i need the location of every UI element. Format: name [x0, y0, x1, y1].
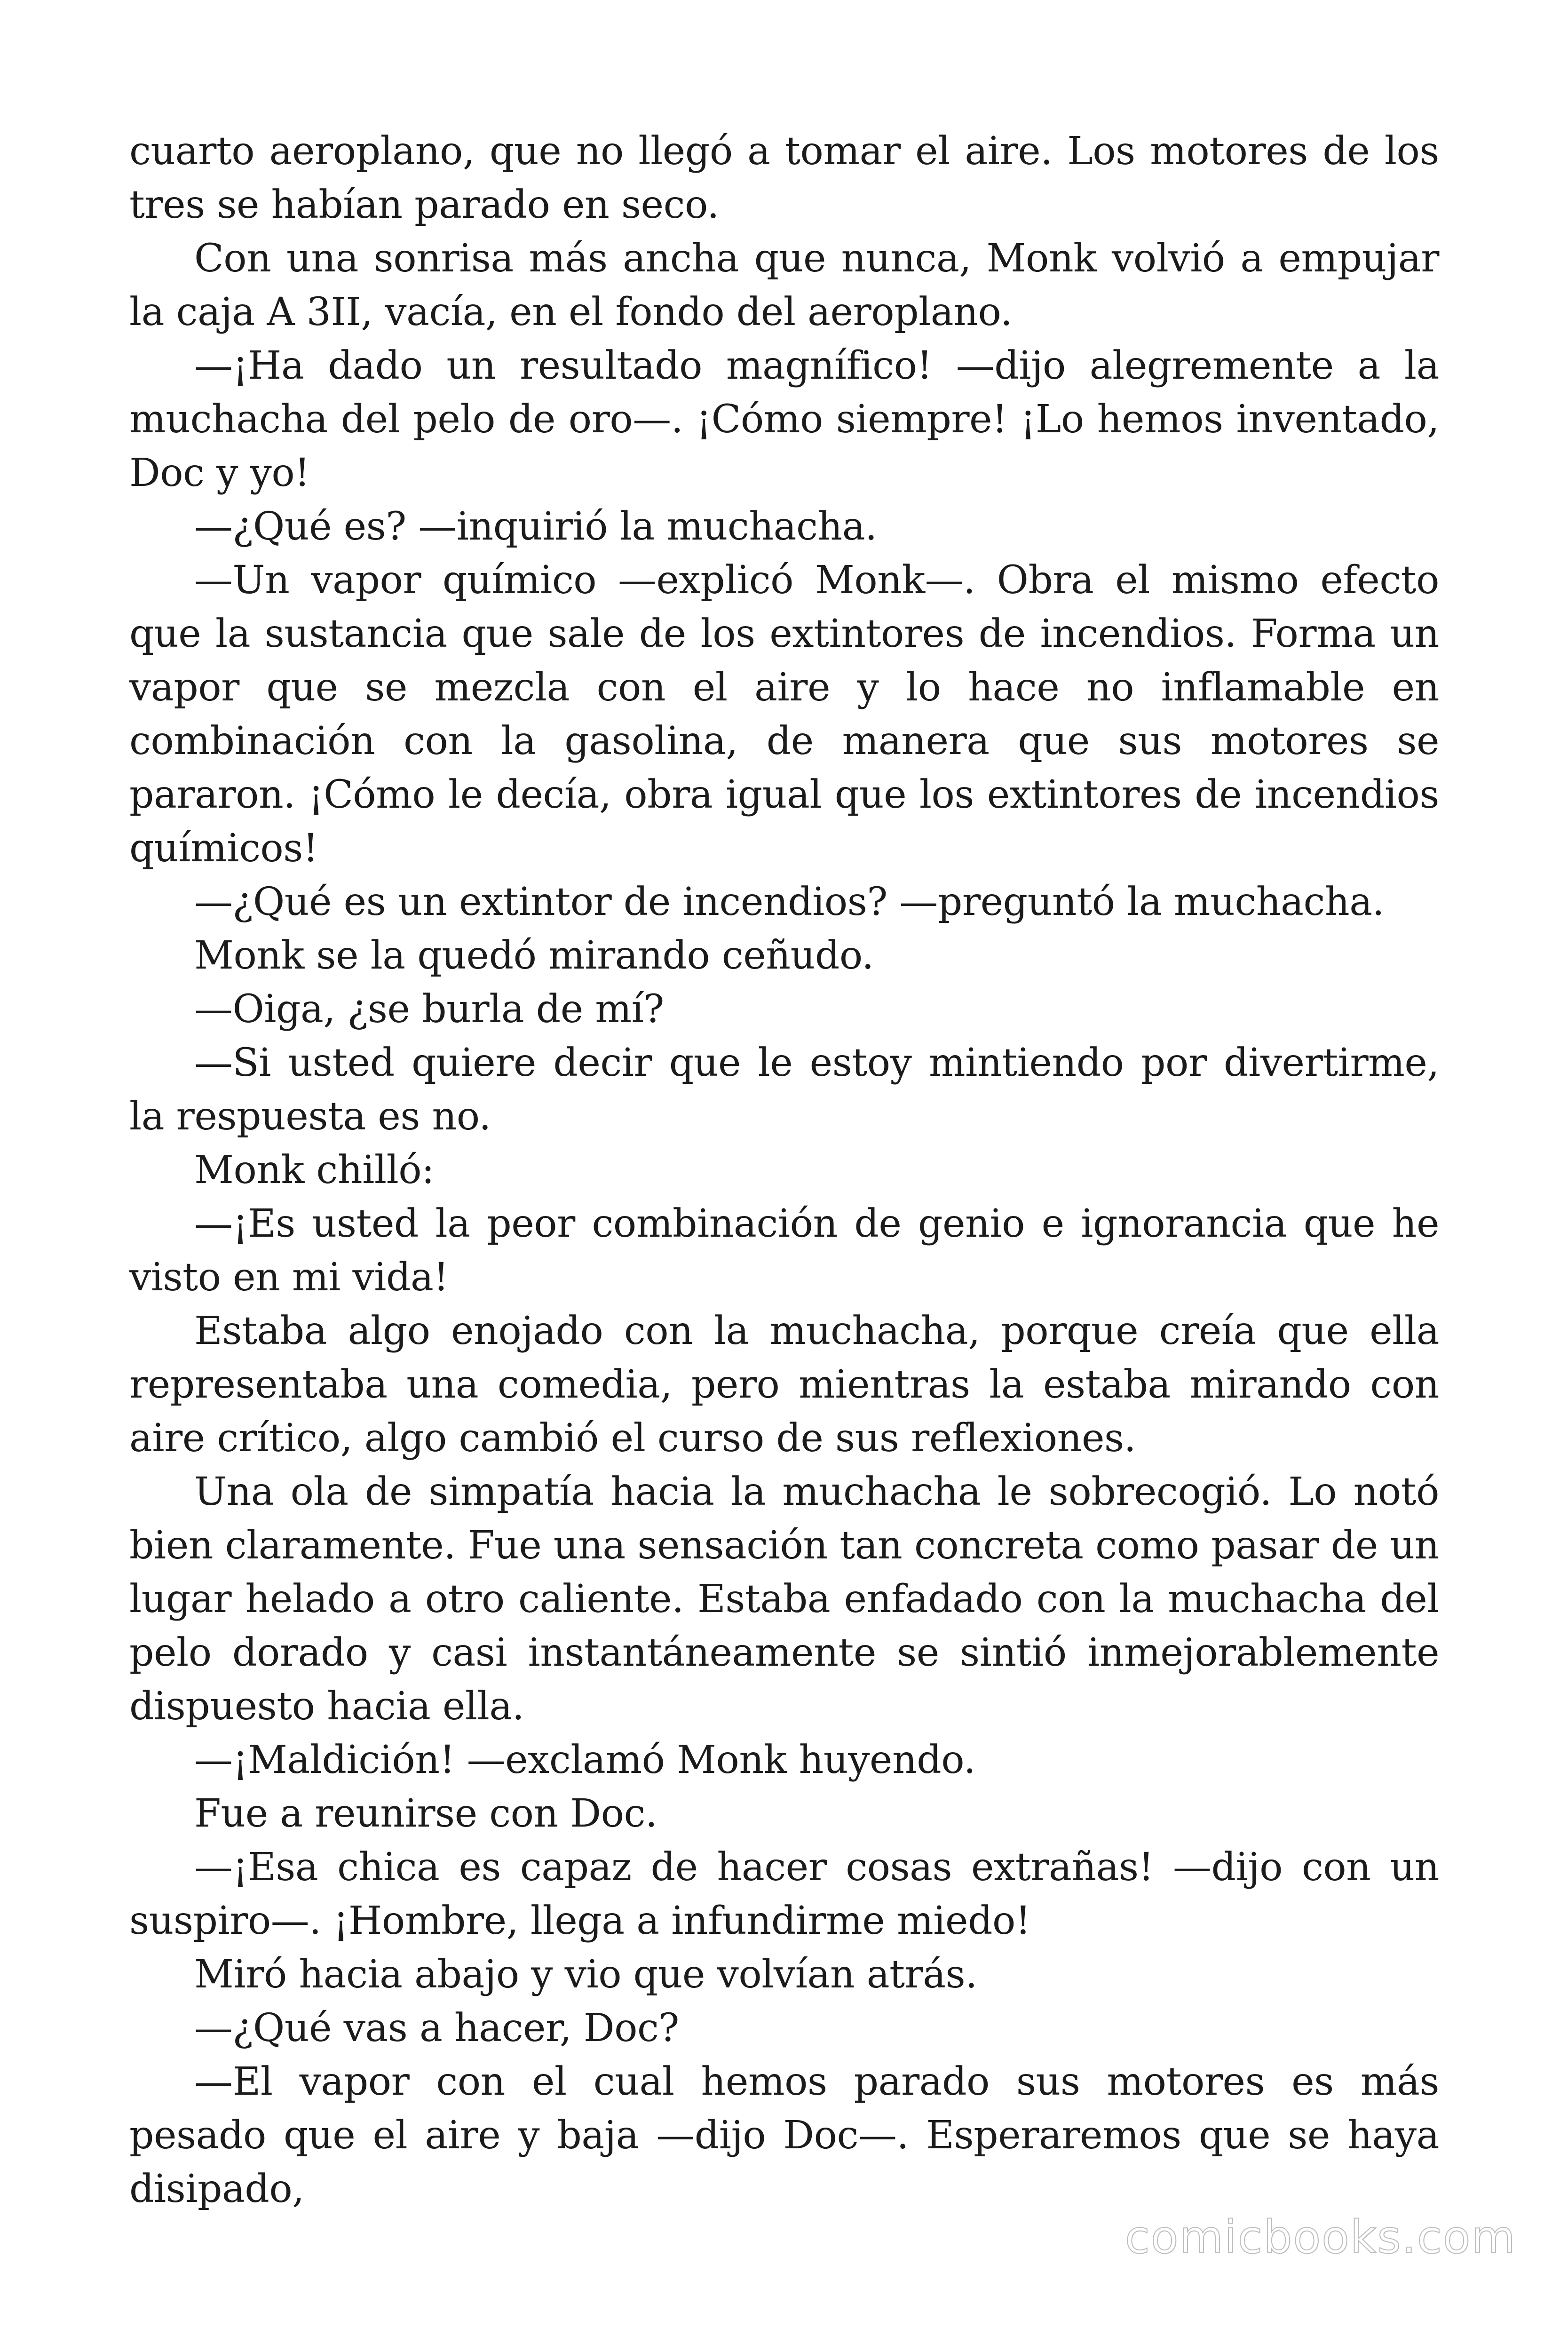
paragraph-3: —¡Ha dado un resultado magnífico! —dijo alegremente a la muchacha del pelo de oro—. ¡Cómo siempre! ¡Lo hemos inventado, Doc y yo! [129, 343, 1439, 495]
paragraph-1: cuarto aeroplano, que no llegó a tomar el aire. Los motores de los tres se habían parado en seco. [129, 129, 1439, 227]
paragraph-16: —¡Esa chica es capaz de hacer cosas extrañas! —dijo con un suspiro—. ¡Hombre, llega a infundirme miedo! [129, 1845, 1439, 1943]
paragraph-17: Miró hacia abajo y vio que volvían atrás. [194, 1952, 977, 1997]
paragraph-9: —Si usted quiere decir que le estoy mintiendo por divertirme, la respuesta es no. [129, 1041, 1439, 1139]
paragraph-8: —Oiga, ¿se burla de mí? [194, 987, 664, 1032]
paragraph-6: —¿Qué es un extintor de incendios? —preguntó la muchacha. [194, 880, 1385, 924]
paragraph-12: Estaba algo enojado con la muchacha, porque creía que ella representaba una comedia, pero mientras la estaba mirando con aire crítico, algo cambió el curso de sus reflexiones. [129, 1309, 1439, 1461]
page-body [129, 125, 1439, 2241]
paragraph-5: —Un vapor químico —explicó Monk—. Obra el mismo efecto que la sustancia que sale de los extintores de incendios. Forma un vapor que se mezcla con el aire y lo hace no inflamable en combinación con la gasolina, de manera que sus motores se pararon. ¡Cómo le decía, obra igual que los extintores de incendios químicos! [129, 558, 1439, 871]
paragraph-13: Una ola de simpatía hacia la muchacha le sobrecogió. Lo notó bien claramente. Fue una sensación tan concreta como pasar de un lugar helado a otro caliente. Estaba enfadado con la muchacha del pelo dorado y casi instantáneamente se sintió inmejorablemente dispuesto hacia ella. [129, 1470, 1439, 1729]
paragraph-2: Con una sonrisa más ancha que nunca, Monk volvió a empujar la caja A 3II, vacía, en el fondo del aeroplano. [129, 236, 1439, 334]
paragraph-15: Fue a reunirse con Doc. [194, 1791, 657, 1836]
paragraph-7: Monk se la quedó mirando ceñudo. [194, 933, 874, 978]
paragraph-10: Monk chilló: [194, 1148, 435, 1192]
paragraph-11: —¡Es usted la peor combinación de genio e ignorancia que he visto en mi vida! [129, 1201, 1439, 1300]
paragraph-4: —¿Qué es? —inquirió la muchacha. [194, 504, 877, 549]
paragraph-14: —¡Maldición! —exclamó Monk huyendo. [194, 1738, 976, 1782]
watermark-logo: comicbooks.com [1125, 2211, 1516, 2264]
paragraph-19: —El vapor con el cual hemos parado sus motores es más pesado que el aire y baja —dijo Doc—. Esperaremos que se haya disipado, [129, 2059, 1439, 2211]
paragraph-18: —¿Qué vas a hacer, Doc? [194, 2006, 679, 2050]
